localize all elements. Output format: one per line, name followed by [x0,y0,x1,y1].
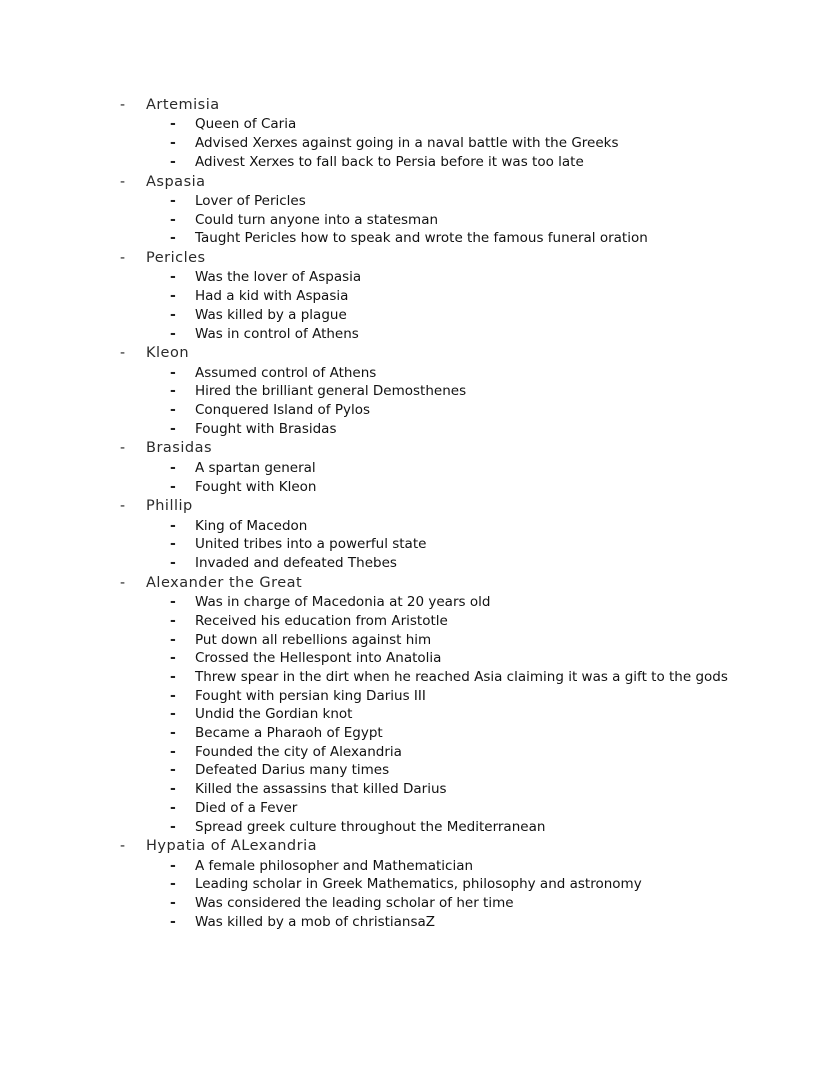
dash-bullet-icon: - [170,594,176,611]
topic-name: Kleon [146,345,190,362]
dash-bullet-icon: - [170,230,176,247]
dash-bullet-icon: - [120,498,126,515]
sub-list-item [0,743,828,762]
sub-item-text: Received his education from Aristotle [195,612,448,629]
sub-item-text: Was killed by a mob of christiansaZ [195,913,436,930]
sub-list-item [0,478,828,497]
sub-list-item [0,211,828,230]
sub-list-item [0,306,828,325]
sub-list [0,459,828,496]
sub-list-item [0,780,828,799]
dash-bullet-icon: - [170,781,176,798]
sub-item-text: Spread greek culture throughout the Mediterranean [195,818,546,835]
sub-item-text: A female philosopher and Mathematician [195,857,474,874]
sub-item-text: Could turn anyone into a statesman [195,211,439,228]
topic-item [0,439,828,496]
topic-item [0,96,828,172]
sub-item-text: Became a Pharaoh of Egypt [195,725,383,742]
topic-name: Hypatia of ALexandria [146,838,318,855]
sub-item-text: Put down all rebellions against him [195,631,432,648]
dash-bullet-icon: - [170,383,176,400]
sub-list-item [0,153,828,172]
dash-bullet-icon: - [170,706,176,723]
topic-item [0,249,828,343]
dash-bullet-icon: - [170,306,176,323]
sub-list-item [0,517,828,536]
sub-item-text: Died of a Fever [195,799,298,816]
topic-item [0,344,828,438]
sub-list-item [0,761,828,780]
sub-item-text: Fought with persian king Darius III [195,687,426,704]
sub-list [0,593,828,836]
dash-bullet-icon: - [120,173,126,190]
sub-item-text: Conquered Island of Pylos [195,402,371,418]
sub-list-item [0,420,828,439]
sub-list-item [0,649,828,668]
dash-bullet-icon: - [170,913,176,930]
dash-bullet-icon: - [120,440,126,457]
sub-list-item [0,857,828,876]
sub-item-text: A spartan general [195,459,316,476]
sub-item-text: Killed the assassins that killed Darius [195,781,447,798]
topic-item [0,837,828,931]
sub-list [0,857,828,932]
dash-bullet-icon: - [170,631,176,648]
dash-bullet-icon: - [170,153,176,170]
sub-list [0,115,828,171]
sub-list-item [0,687,828,706]
sub-list-item [0,325,828,344]
sub-list [0,268,828,343]
sub-list-item [0,364,828,383]
dash-bullet-icon: - [170,762,176,779]
sub-list-item [0,554,828,573]
sub-list-item [0,459,828,478]
topic-item [0,173,828,249]
dash-bullet-icon: - [170,818,176,835]
sub-item-text: Crossed the Hellespont into Anatolia [195,650,442,667]
dash-bullet-icon: - [170,517,176,534]
sub-item-text: Invaded and defeated Thebes [195,555,397,571]
dash-bullet-icon: - [170,420,176,437]
dash-bullet-icon: - [170,192,176,209]
sub-item-text: Hired the brilliant general Demosthenes [195,383,467,400]
sub-list-item [0,401,828,420]
dash-bullet-icon: - [170,612,176,629]
sub-item-text: Was killed by a plague [195,306,347,323]
sub-list-item [0,229,828,248]
sub-item-text: Defeated Darius many times [195,762,390,779]
topic-heading [0,574,828,593]
sub-item-text: Was in control of Athens [195,325,359,342]
sub-list-item [0,115,828,134]
sub-list-item [0,192,828,211]
sub-list-item [0,268,828,287]
dash-bullet-icon: - [170,478,176,495]
sub-item-text: United tribes into a powerful state [195,536,427,553]
sub-item-text: Assumed control of Athens [195,364,377,381]
topic-heading [0,249,828,268]
topic-heading [0,837,828,856]
sub-list-item [0,894,828,913]
sub-item-text: Advised Xerxes against going in a naval battle with the Greeks [195,135,619,152]
sub-item-text: Was considered the leading scholar of her time [195,895,514,912]
topic-name: Phillip [146,498,193,515]
sub-item-text: Lover of Pericles [195,192,306,209]
sub-item-text: Threw spear in the dirt when he reached Asia claiming it was a gift to the gods [195,668,728,685]
topic-heading [0,439,828,458]
sub-list-item [0,382,828,401]
sub-list-item [0,593,828,612]
sub-item-text: Undid the Gordian knot [195,706,353,723]
dash-bullet-icon: - [170,459,176,476]
sub-list [0,364,828,439]
dash-bullet-icon: - [170,668,176,685]
dash-bullet-icon: - [170,116,176,133]
sub-item-text: Fought with Brasidas [195,420,337,437]
sub-item-text: Queen of Caria [195,116,297,133]
sub-list-item [0,535,828,554]
sub-list-item [0,724,828,743]
topic-heading [0,173,828,192]
dash-bullet-icon: - [120,345,126,362]
dash-bullet-icon: - [170,857,176,874]
dash-bullet-icon: - [170,288,176,305]
dash-bullet-icon: - [170,687,176,704]
dash-bullet-icon: - [170,364,176,381]
notes-page [0,96,828,931]
sub-list-item [0,134,828,153]
dash-bullet-icon: - [170,725,176,742]
sub-list [0,192,828,248]
dash-bullet-icon: - [170,555,176,571]
topic-item [0,574,828,837]
sub-list-item [0,705,828,724]
sub-item-text: Had a kid with Aspasia [195,288,349,305]
topic-name: Brasidas [146,440,213,457]
dash-bullet-icon: - [170,895,176,912]
sub-list-item [0,913,828,932]
dash-bullet-icon: - [170,536,176,553]
dash-bullet-icon: - [120,574,126,591]
topic-heading [0,344,828,363]
dash-bullet-icon: - [120,97,126,113]
dash-bullet-icon: - [170,402,176,418]
sub-list-item [0,818,828,837]
sub-item-text: Taught Pericles how to speak and wrote the famous funeral oration [195,230,648,247]
topic-item [0,497,828,573]
dash-bullet-icon: - [120,250,126,266]
sub-list-item [0,799,828,818]
topic-name: Aspasia [146,173,206,190]
topic-list [0,96,828,931]
dash-bullet-icon: - [170,211,176,228]
sub-list-item [0,875,828,894]
sub-item-text: Adivest Xerxes to fall back to Persia before it was too late [195,153,584,170]
sub-list [0,517,828,573]
sub-item-text: Was in charge of Macedonia at 20 years old [195,594,491,611]
sub-item-text: Fought with Kleon [195,478,317,495]
sub-list-item [0,668,828,687]
dash-bullet-icon: - [170,876,176,893]
sub-list-item [0,287,828,306]
topic-name: Pericles [146,250,206,266]
dash-bullet-icon: - [170,135,176,152]
sub-item-text: Founded the city of Alexandria [195,743,402,760]
dash-bullet-icon: - [170,325,176,342]
dash-bullet-icon: - [170,743,176,760]
dash-bullet-icon: - [120,838,126,855]
sub-list-item [0,612,828,631]
sub-item-text: King of Macedon [195,517,308,534]
dash-bullet-icon: - [170,269,176,286]
dash-bullet-icon: - [170,799,176,816]
sub-item-text: Leading scholar in Greek Mathematics, philosophy and astronomy [195,876,642,893]
sub-list-item [0,631,828,650]
topic-heading [0,497,828,516]
topic-name: Alexander the Great [146,574,303,591]
sub-item-text: Was the lover of Aspasia [195,269,362,286]
dash-bullet-icon: - [170,650,176,667]
topic-name: Artemisia [146,97,220,113]
topic-heading [0,96,828,115]
